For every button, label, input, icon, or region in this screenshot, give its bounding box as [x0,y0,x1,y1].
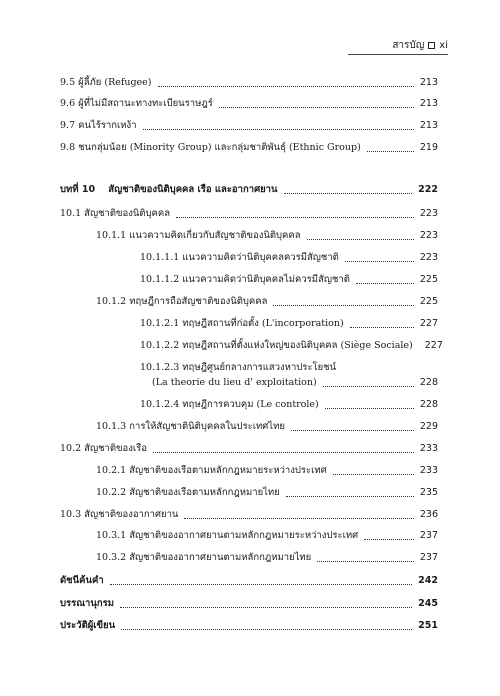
toc-entry-page: 213 [419,120,438,131]
toc-entry-label: 10.2.2 สัญชาติของเรือตามหลักกฎหมายไทย [96,487,280,498]
toc-chapter-label: บทที่ 10 สัญชาติของนิติบุคคล เรือ และอากาศยาน [60,184,278,195]
toc-entry[interactable] [96,465,438,477]
toc-entry-page: 233 [419,443,438,454]
toc-entry-page: 227 [424,340,443,351]
toc-entry-page: 219 [419,142,438,153]
toc-author-bio-label: ประวัติผู้เขียน [60,620,116,631]
toc-entry[interactable] [60,120,438,132]
toc-entry[interactable] [140,318,438,330]
leader-dots [121,629,412,630]
toc-entry-page: 225 [419,274,438,285]
toc-entry-page: 227 [419,318,438,329]
toc-entry[interactable] [96,552,438,564]
toc-entry-page: 237 [419,530,438,541]
toc-entry[interactable] [60,98,438,110]
toc-entry-page: 223 [419,230,438,241]
toc-entry-label: 10.1.2 ทฤษฎีการถือสัญชาติของนิติบุคคล [96,296,268,307]
toc-entry-label: 9.6 ผู้ที่ไม่มีสถานะทางทะเบียนราษฎร์ [60,98,213,109]
toc-entry-label: 10.1 สัญชาติของนิติบุคคล [60,208,171,219]
leader-dots [323,386,414,387]
toc-entry-page: 235 [419,487,438,498]
toc-entry-label: 10.1.1.1 แนวความคิดว่านิติบุคคลควรมีสัญชาติ [140,252,339,263]
toc-entry[interactable] [96,530,438,542]
toc-entry-label: 10.1.1.2 แนวความคิดว่านิติบุคคลไม่ควรมีสัญชาติ [140,274,350,285]
leader-dots [120,607,412,608]
toc-chapter-page: 222 [418,184,438,195]
leader-dots [273,305,413,306]
toc-chapter[interactable] [60,184,438,196]
toc-entry-continuation: (La theorie du lieu d' exploitation) [152,377,317,388]
leader-dots [158,86,414,87]
toc-entry-page: 225 [419,296,438,307]
toc-entry-label: 10.1.3 การให้สัญชาตินิติบุคคลในประเทศไทย [96,421,285,432]
toc-index-page: 242 [418,575,438,586]
header-title: สารบัญ [392,40,425,51]
leader-dots [333,474,414,475]
toc-entry[interactable] [60,142,438,154]
toc-author-bio-page: 251 [418,620,438,631]
square-icon [428,42,435,49]
leader-dots [307,239,414,240]
toc-entry[interactable] [140,340,443,352]
toc-entry-label: 10.1.2.4 ทฤษฎีการควบคุม (Le controle) [140,399,319,410]
toc-entry-page: 236 [419,509,438,520]
toc-entry[interactable] [60,208,438,220]
toc-entry-page: 213 [419,98,438,109]
leader-dots [176,217,414,218]
toc-entry[interactable] [140,252,438,264]
toc-entry-label: 10.3 สัญชาติของอากาศยาน [60,509,179,520]
toc-back-matter[interactable] [60,598,438,610]
header-rule [348,54,448,55]
toc-entry-page: 233 [419,465,438,476]
toc-entry-label: 9.7 คนไร้รากเหง้า [60,120,137,131]
leader-dots [350,327,414,328]
toc-back-matter[interactable] [60,620,438,632]
header-page-number: xi [439,40,448,51]
leader-dots [286,496,414,497]
toc-entry-label: 9.8 ชนกลุ่มน้อย (Minority Group) และกลุ่มชาติพันธุ์ (Ethnic Group) [60,142,361,153]
toc-bibliography-label: บรรณานุกรม [60,598,114,609]
toc-entry-label: 9.5 ผู้ลี้ภัย (Refugee) [60,77,152,88]
leader-dots [110,584,413,585]
toc-entry-label: 10.1.2.1 ทฤษฎีสถานที่ก่อตั้ง (L'incorporation) [140,318,344,329]
leader-dots [345,261,414,262]
toc-entry[interactable] [96,421,438,433]
toc-entry-label: 10.2.1 สัญชาติของเรือตามหลักกฎหมายระหว่างประเทศ [96,465,327,476]
toc-entry-page: 223 [419,252,438,263]
toc-entry-page: 223 [419,208,438,219]
leader-dots [153,452,414,453]
toc-entry-label: 10.1.2.2 ทฤษฎีสถานที่ตั้งแห่งใหญ่ของนิติบุคคล (Siège Sociale) [140,340,413,351]
toc-entry[interactable] [60,509,438,521]
toc-entry[interactable] [60,77,438,89]
toc-entry[interactable] [96,230,438,242]
toc-entry-label: 10.3.2 สัญชาติของอากาศยานตามหลักกฎหมายไทย [96,552,312,563]
toc-entry-page: 213 [419,77,438,88]
toc-entry[interactable] [140,399,438,411]
toc-entry-label: 10.2 สัญชาติของเรือ [60,443,147,454]
toc-entry-label: 10.1.1 แนวความคิดเกี่ยวกับสัญชาติของนิติบุคคล [96,230,301,241]
toc-entry[interactable] [60,443,438,455]
leader-dots [367,151,414,152]
leader-dots [364,539,414,540]
toc-entry-page: 237 [419,552,438,563]
leader-dots [325,408,414,409]
leader-dots [219,107,414,108]
leader-dots [356,283,414,284]
toc-entry-page: 228 [419,377,438,388]
toc-entry-page: 228 [419,399,438,410]
leader-dots [284,193,413,194]
toc-entry[interactable] [96,296,438,308]
toc-bibliography-page: 245 [418,598,438,609]
toc-back-matter[interactable] [60,575,438,587]
leader-dots [143,129,414,130]
toc-entry-label-line1: 10.1.2.3 ทฤษฎีศูนย์กลางการแสวงหาประโยชน์ [140,362,337,373]
toc-entry[interactable] [96,487,438,499]
leader-dots [291,430,414,431]
toc-entry[interactable] [140,274,438,286]
running-header [392,38,448,53]
toc-entry-page: 229 [419,421,438,432]
toc-index-label: ดัชนีค้นคำ [60,575,104,586]
leader-dots [184,518,413,519]
toc-entry-label: 10.3.1 สัญชาติของอากาศยานตามหลักกฎหมายระหว่างประเทศ [96,530,359,541]
leader-dots [317,561,414,562]
toc-entry[interactable] [152,377,438,389]
